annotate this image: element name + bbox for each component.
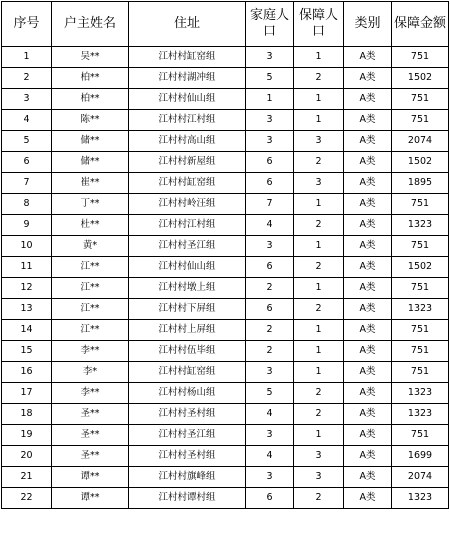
cell-householder-name: 圣**: [52, 425, 129, 446]
cell-serial-number: 6: [2, 152, 52, 173]
header-covered-persons: 保障人口: [294, 2, 344, 47]
cell-address: 江村村新屋组: [129, 152, 246, 173]
cell-serial-number: 18: [2, 404, 52, 425]
cell-amount: 1502: [392, 257, 449, 278]
cell-category: A类: [344, 320, 392, 341]
cell-family-size: 4: [246, 404, 294, 425]
cell-serial-number: 11: [2, 257, 52, 278]
cell-amount: 751: [392, 194, 449, 215]
cell-covered-persons: 1: [294, 47, 344, 68]
cell-covered-persons: 2: [294, 383, 344, 404]
table-row: [2, 110, 449, 131]
cell-covered-persons: 2: [294, 488, 344, 509]
cell-family-size: 2: [246, 341, 294, 362]
cell-covered-persons: 3: [294, 446, 344, 467]
cell-address: 江村村下屏组: [129, 299, 246, 320]
cell-householder-name: 李**: [52, 341, 129, 362]
cell-serial-number: 13: [2, 299, 52, 320]
cell-serial-number: 2: [2, 68, 52, 89]
cell-address: 江村村谭村组: [129, 488, 246, 509]
cell-family-size: 6: [246, 152, 294, 173]
table-row: [2, 467, 449, 488]
cell-family-size: 4: [246, 215, 294, 236]
cell-family-size: 3: [246, 131, 294, 152]
header-category: 类别: [344, 2, 392, 47]
cell-category: A类: [344, 194, 392, 215]
cell-address: 江村村江村组: [129, 215, 246, 236]
cell-amount: 1323: [392, 383, 449, 404]
cell-covered-persons: 2: [294, 404, 344, 425]
cell-serial-number: 1: [2, 47, 52, 68]
cell-amount: 2074: [392, 467, 449, 488]
table-row: [2, 299, 449, 320]
cell-covered-persons: 1: [294, 110, 344, 131]
cell-amount: 1502: [392, 152, 449, 173]
cell-covered-persons: 2: [294, 152, 344, 173]
cell-family-size: 4: [246, 446, 294, 467]
cell-amount: 1323: [392, 299, 449, 320]
cell-serial-number: 16: [2, 362, 52, 383]
cell-householder-name: 圣**: [52, 404, 129, 425]
cell-address: 江村村仙山组: [129, 89, 246, 110]
cell-serial-number: 19: [2, 425, 52, 446]
cell-amount: 1323: [392, 488, 449, 509]
cell-householder-name: 储**: [52, 152, 129, 173]
header-family-size: 家庭人口: [246, 2, 294, 47]
cell-amount: 751: [392, 110, 449, 131]
header-serial-number: 序号: [2, 2, 52, 47]
cell-category: A类: [344, 152, 392, 173]
cell-serial-number: 14: [2, 320, 52, 341]
cell-address: 江村村缸窑组: [129, 362, 246, 383]
table-row: [2, 215, 449, 236]
table-row: [2, 383, 449, 404]
cell-category: A类: [344, 257, 392, 278]
table-row: [2, 131, 449, 152]
table-row: [2, 173, 449, 194]
cell-householder-name: 陈**: [52, 110, 129, 131]
table-row: [2, 89, 449, 110]
cell-address: 江村村高山组: [129, 131, 246, 152]
cell-category: A类: [344, 236, 392, 257]
cell-serial-number: 9: [2, 215, 52, 236]
header-row: [2, 2, 449, 47]
cell-amount: 1699: [392, 446, 449, 467]
cell-householder-name: 储**: [52, 131, 129, 152]
table-row: [2, 194, 449, 215]
relief-table: [1, 1, 449, 509]
cell-householder-name: 杜**: [52, 215, 129, 236]
cell-address: 江村村墩上组: [129, 278, 246, 299]
cell-amount: 751: [392, 341, 449, 362]
table-row: [2, 68, 449, 89]
cell-category: A类: [344, 425, 392, 446]
cell-covered-persons: 2: [294, 215, 344, 236]
cell-covered-persons: 2: [294, 68, 344, 89]
header-amount: 保障金额: [392, 2, 449, 47]
cell-covered-persons: 1: [294, 278, 344, 299]
cell-address: 江村村圣村组: [129, 404, 246, 425]
cell-category: A类: [344, 383, 392, 404]
table-row: [2, 320, 449, 341]
table-row: [2, 425, 449, 446]
cell-category: A类: [344, 446, 392, 467]
table-body: [2, 47, 449, 509]
cell-amount: 1323: [392, 215, 449, 236]
cell-family-size: 6: [246, 173, 294, 194]
cell-category: A类: [344, 173, 392, 194]
cell-address: 江村村岭汪组: [129, 194, 246, 215]
cell-householder-name: 谭**: [52, 488, 129, 509]
cell-family-size: 7: [246, 194, 294, 215]
cell-serial-number: 21: [2, 467, 52, 488]
cell-householder-name: 李**: [52, 383, 129, 404]
cell-category: A类: [344, 89, 392, 110]
cell-amount: 2074: [392, 131, 449, 152]
cell-address: 江村村上屏组: [129, 320, 246, 341]
cell-address: 江村村湖冲组: [129, 68, 246, 89]
table-row: [2, 362, 449, 383]
cell-householder-name: 柏**: [52, 89, 129, 110]
cell-householder-name: 江**: [52, 320, 129, 341]
cell-covered-persons: 1: [294, 320, 344, 341]
cell-covered-persons: 1: [294, 194, 344, 215]
cell-category: A类: [344, 488, 392, 509]
cell-category: A类: [344, 68, 392, 89]
cell-householder-name: 谭**: [52, 467, 129, 488]
cell-family-size: 3: [246, 110, 294, 131]
cell-address: 江村村伍毕组: [129, 341, 246, 362]
cell-amount: 751: [392, 362, 449, 383]
cell-category: A类: [344, 110, 392, 131]
cell-family-size: 2: [246, 278, 294, 299]
cell-amount: 751: [392, 89, 449, 110]
cell-amount: 751: [392, 47, 449, 68]
cell-family-size: 6: [246, 257, 294, 278]
cell-covered-persons: 1: [294, 362, 344, 383]
cell-serial-number: 17: [2, 383, 52, 404]
cell-family-size: 5: [246, 68, 294, 89]
cell-address: 江村村江村组: [129, 110, 246, 131]
cell-family-size: 6: [246, 299, 294, 320]
cell-serial-number: 3: [2, 89, 52, 110]
cell-covered-persons: 3: [294, 173, 344, 194]
cell-category: A类: [344, 215, 392, 236]
cell-amount: 1895: [392, 173, 449, 194]
table-row: [2, 446, 449, 467]
cell-family-size: 3: [246, 467, 294, 488]
cell-householder-name: 崔**: [52, 173, 129, 194]
cell-serial-number: 8: [2, 194, 52, 215]
cell-householder-name: 吴**: [52, 47, 129, 68]
cell-serial-number: 12: [2, 278, 52, 299]
cell-amount: 751: [392, 236, 449, 257]
cell-family-size: 3: [246, 236, 294, 257]
cell-householder-name: 丁**: [52, 194, 129, 215]
cell-householder-name: 黄*: [52, 236, 129, 257]
cell-amount: 1323: [392, 404, 449, 425]
cell-serial-number: 22: [2, 488, 52, 509]
header-householder-name: 户主姓名: [52, 2, 129, 47]
table-row: [2, 236, 449, 257]
table-row: [2, 488, 449, 509]
cell-amount: 751: [392, 425, 449, 446]
cell-householder-name: 江**: [52, 299, 129, 320]
cell-address: 江村村圣江组: [129, 236, 246, 257]
cell-address: 江村村旗峰组: [129, 467, 246, 488]
table-row: [2, 341, 449, 362]
cell-covered-persons: 1: [294, 341, 344, 362]
cell-category: A类: [344, 299, 392, 320]
cell-covered-persons: 3: [294, 467, 344, 488]
cell-covered-persons: 3: [294, 131, 344, 152]
table-row: [2, 152, 449, 173]
cell-serial-number: 4: [2, 110, 52, 131]
cell-category: A类: [344, 131, 392, 152]
cell-serial-number: 10: [2, 236, 52, 257]
cell-address: 江村村缸窑组: [129, 173, 246, 194]
cell-householder-name: 江**: [52, 257, 129, 278]
cell-serial-number: 5: [2, 131, 52, 152]
cell-householder-name: 李*: [52, 362, 129, 383]
cell-covered-persons: 2: [294, 299, 344, 320]
cell-family-size: 1: [246, 89, 294, 110]
cell-category: A类: [344, 404, 392, 425]
cell-category: A类: [344, 362, 392, 383]
table-row: [2, 278, 449, 299]
cell-amount: 751: [392, 278, 449, 299]
cell-address: 江村村杨山组: [129, 383, 246, 404]
table-row: [2, 404, 449, 425]
cell-family-size: 3: [246, 47, 294, 68]
cell-family-size: 3: [246, 425, 294, 446]
cell-family-size: 6: [246, 488, 294, 509]
cell-category: A类: [344, 341, 392, 362]
cell-covered-persons: 1: [294, 89, 344, 110]
cell-amount: 1502: [392, 68, 449, 89]
cell-householder-name: 圣**: [52, 446, 129, 467]
cell-category: A类: [344, 47, 392, 68]
table-row: [2, 47, 449, 68]
table-row: [2, 257, 449, 278]
cell-serial-number: 7: [2, 173, 52, 194]
cell-family-size: 3: [246, 362, 294, 383]
cell-covered-persons: 2: [294, 257, 344, 278]
cell-family-size: 2: [246, 320, 294, 341]
cell-address: 江村村圣江组: [129, 425, 246, 446]
cell-serial-number: 20: [2, 446, 52, 467]
cell-amount: 751: [392, 320, 449, 341]
cell-householder-name: 江**: [52, 278, 129, 299]
cell-family-size: 5: [246, 383, 294, 404]
cell-address: 江村村仙山组: [129, 257, 246, 278]
cell-covered-persons: 1: [294, 236, 344, 257]
cell-covered-persons: 1: [294, 425, 344, 446]
cell-category: A类: [344, 467, 392, 488]
cell-householder-name: 柏**: [52, 68, 129, 89]
cell-address: 江村村缸窑组: [129, 47, 246, 68]
cell-category: A类: [344, 278, 392, 299]
cell-serial-number: 15: [2, 341, 52, 362]
cell-address: 江村村圣村组: [129, 446, 246, 467]
header-address: 住址: [129, 2, 246, 47]
